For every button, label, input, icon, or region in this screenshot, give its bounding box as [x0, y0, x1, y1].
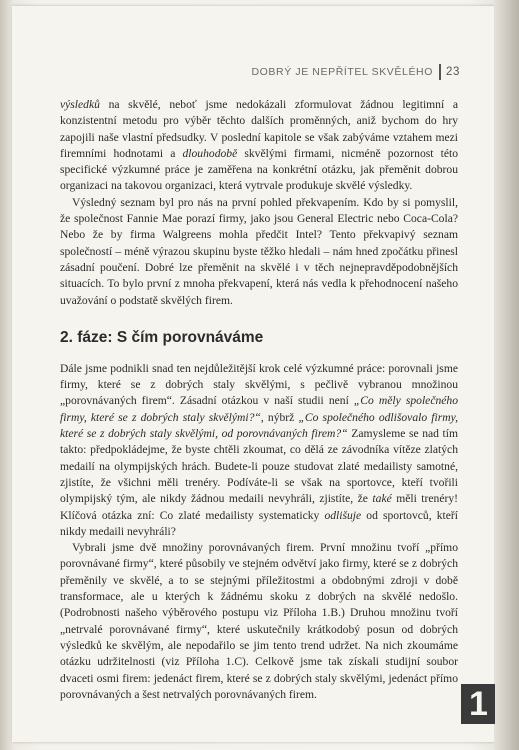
paragraph-text: na skvělé, neboť jsme nedokázali zformulovat žádnou legitimní a konzistentní metodu pro výběr těchto dalších proměnných, aniž bychom do hry zapojili naše vlastní předsudky. V poslední kapitole se však zabýváme vztahem mezi firemními hodnotami a: [60, 98, 458, 160]
paragraph-1: [60, 97, 458, 195]
italic-phrase: odlišuje: [324, 508, 362, 522]
paragraph-text: měli trenéry! Klíčová otázka zní: Co zlaté medailisty systematicky: [60, 492, 458, 522]
paragraph-3: [60, 361, 458, 540]
italic-phrase: „Co měly společného firmy, které se z dobrých staly skvělými?“: [60, 394, 458, 424]
paragraph-text: Zamysleme se nad tím takto: předpokládejme, že byste chtěli zkoumat, co dělá ze závodníka vítěze zlatých medailí na olympijských hrách. Budete-li pouze studovat zlaté medailisty samotné, zjistíte, že všichni měli trenéry. Podíváte-li se však na sportovce, kteří tvořili olympijský tým, ale nikdy žádnou medaili nevyhráli, zjistíte, že: [60, 427, 458, 506]
paragraph-text: Dále jsme podnikli snad ten nejdůležitější krok celé výzkumné práce: porovnali jsme firmy, které se z dobrých staly skvělými, s pečlivě vybranou množinou „porovnávaných firem“. Zásadní otázkou v naší studii není: [60, 361, 458, 408]
chapter-tab-digit: 1: [469, 685, 488, 723]
paragraph-text: od sportovců, kteří nikdy medaili nevyhráli?: [60, 508, 458, 538]
page-body: [60, 97, 458, 703]
paragraph-2: Výsledný seznam byl pro nás na první pohled překvapením. Kdo by si pomyslil, že společnost Fannie Mae porazí firmy, jako jsou General Electric nebo Coca-Cola? Nebo že by firma Walgreens mohla předčit Intel? Tento překvapivý seznam společností – méně výrazou skupinu byste těžko hledali – nám hned zpočátku přinesl zásadní poučení. Dobré lze přeměnit na skvělé i v těch nejnepravděpodobnějších situacích. To bylo první z mnoha překvapení, která nás vedla k přehodnocení našeho uvažování o podstatě skvělých firem.: [60, 195, 458, 307]
italic-phrase: výsledků: [60, 98, 100, 111]
paragraph-text: skvělými firmami, nicméně pozornost této specifické výzkumné práce je zaměřena na konkrétní otázku, jak přeměnit dobrou organizaci na takovou organizaci, která vytrvale produkuje skvělé výsledky.: [60, 146, 459, 193]
running-title: DOBRÝ JE NEPŘÍTEL SKVĚLÉHO: [251, 66, 433, 78]
paragraph-4: Vybrali jsme dvě množiny porovnávaných firem. První množinu tvoří „přímo porovnávané firmy“, které působily ve stejném odvětví jako firmy, které se z dobrých přeměnily ve skvělé, a to se stejnými příležitostmi a obdobnými zdroji v době transformace, ale u kterých k žádnému skoku z dobrých na skvělé nedošlo. (Podrobnosti našeho výběrového postupu viz Příloha 1.B.) Druhou množinu tvoří „netrvalé porovnávané firmy“, které uskutečnily krátkodobý posun od dobrých výsledků ke skvělým, ale nepodařilo se jim tento trend udržet. Na nich zkoumáme otázku udržitelnosti (viz Příloha 1.C). Celkově jsme tak získali studijní soubor dvaceti osmi firem: jedenáct firem, které se z dobrých staly skvělými, jedenáct přímo porovnávaných a šest netrvalých porovnávaných firem.: [60, 541, 458, 701]
italic-phrase: dlouhodobě: [182, 146, 238, 160]
page-number: 23: [446, 66, 460, 78]
chapter-tab: [461, 684, 495, 724]
italic-phrase: také: [372, 492, 392, 506]
section-heading: 2. fáze: S čím porovnáváme: [60, 328, 264, 346]
header-divider: [439, 64, 441, 80]
italic-phrase: „Co společného odlišovalo firmy, které se z dobrých staly skvělými, od porovnávaných firem?“: [60, 410, 459, 441]
paragraph-text: , nýbrž: [260, 410, 299, 424]
page-edge: [494, 0, 519, 750]
running-header: [60, 64, 460, 82]
